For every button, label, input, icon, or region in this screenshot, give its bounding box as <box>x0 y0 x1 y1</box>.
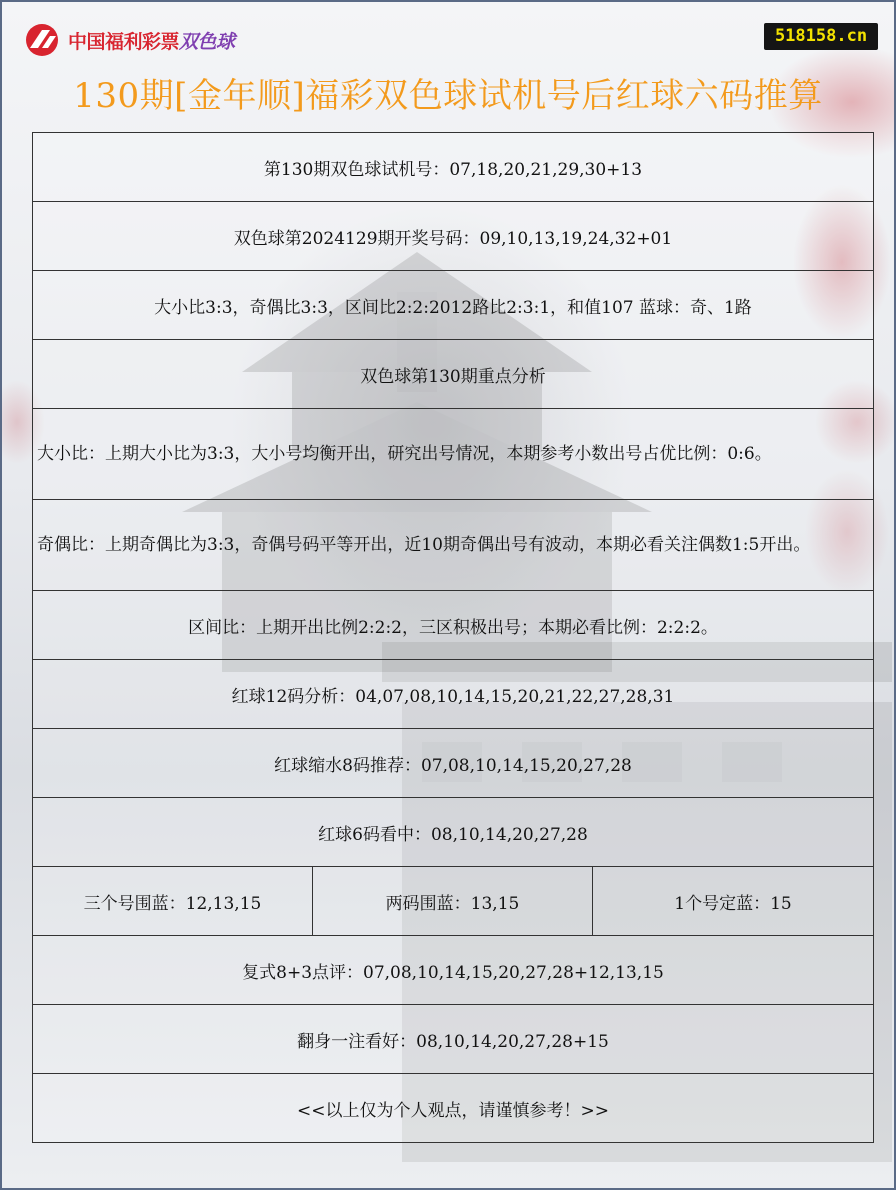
analysis-heading-cell: 双色球第130期重点分析 <box>33 340 874 409</box>
table-row <box>33 798 874 867</box>
logo-subtext: 双色球 <box>179 30 235 53</box>
disclaimer-cell: <<以上仅为个人观点，请谨慎参考！>> <box>33 1074 874 1143</box>
table-row <box>33 591 874 660</box>
table-row <box>33 133 874 202</box>
red-8-cell: 红球缩水8码推荐：07,08,10,14,15,20,27,28 <box>33 729 874 798</box>
single-bet-cell: 翻身一注看好：08,10,14,20,27,28+15 <box>33 1005 874 1074</box>
table-row <box>33 867 874 936</box>
draw-stats-cell: 大小比3:3，奇偶比3:3，区间比2:2:2012路比2:3:1，和值107 蓝球：奇、1路 <box>33 271 874 340</box>
odd-even-cell: 奇偶比：上期奇偶比为3:3，奇偶号码平等开出，近10期奇偶出号有波动，本期必看关注偶数1:5开出。 <box>33 500 874 591</box>
lottery-logo <box>20 22 235 58</box>
page-title: 130期[金年顺]福彩双色球试机号后红球六码推算 <box>73 76 823 116</box>
table-row <box>33 1074 874 1143</box>
table-row <box>33 729 874 798</box>
compound-cell: 复式8+3点评：07,08,10,14,15,20,27,28+12,13,15 <box>33 936 874 1005</box>
trial-numbers-cell: 第130期双色球试机号：07,18,20,21,29,30+13 <box>33 133 874 202</box>
table-row <box>33 409 874 500</box>
size-ratio-cell: 大小比：上期大小比为3:3，大小号均衡开出，研究出号情况，本期参考小数出号占优比例：0:6。 <box>33 409 874 500</box>
site-badge: 518158.cn <box>764 23 878 50</box>
zone-ratio-cell: 区间比：上期开出比例2:2:2，三区积极出号；本期必看比例：2:2:2。 <box>33 591 874 660</box>
table-row <box>33 202 874 271</box>
red-6-cell: 红球6码看中：08,10,14,20,27,28 <box>33 798 874 867</box>
table-row <box>33 500 874 591</box>
lottery-logo-icon <box>20 22 66 58</box>
table-row <box>33 1005 874 1074</box>
blue-3-cell: 三个号围蓝：12,13,15 <box>33 867 313 936</box>
table-row <box>33 660 874 729</box>
blue-1-cell: 1个号定蓝：15 <box>593 867 874 936</box>
table-row <box>33 340 874 409</box>
prediction-table <box>32 132 874 1143</box>
table-row <box>33 271 874 340</box>
table-row <box>33 936 874 1005</box>
red-12-cell: 红球12码分析：04,07,08,10,14,15,20,21,22,27,28,31 <box>33 660 874 729</box>
logo-text: 中国福利彩票 <box>68 30 180 53</box>
blue-2-cell: 两码围蓝：13,15 <box>313 867 593 936</box>
draw-result-cell: 双色球第2024129期开奖号码：09,10,13,19,24,32+01 <box>33 202 874 271</box>
